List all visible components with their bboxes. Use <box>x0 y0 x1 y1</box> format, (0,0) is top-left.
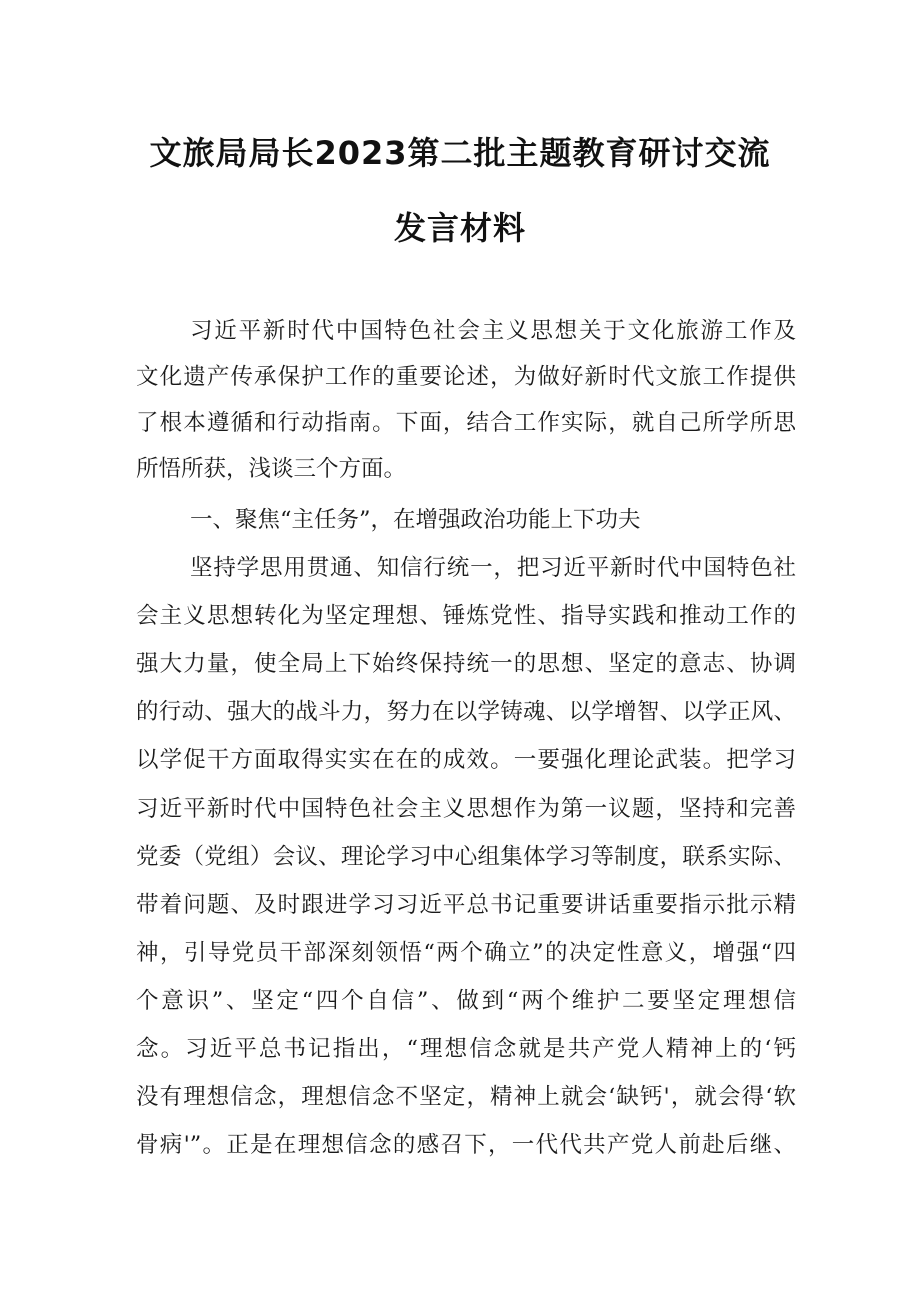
body-line: 强大力量，使全局上下始终保持统一的思想、坚定的意志、协调 <box>136 651 796 677</box>
body-line: 会主义思想转化为坚定理想、锤炼党性、指导实践和推动工作的 <box>136 603 796 629</box>
section-heading: 一、聚焦“主任务”，在增强政治功能上下功夫 <box>190 507 641 533</box>
body-line: 神，引导党员干部深刻领悟“两个确立”的决定性意义，增强“四 <box>136 940 796 966</box>
document-title-line-2: 发言材料 <box>393 209 526 247</box>
body-line: 所悟所获，浅谈三个方面。 <box>136 456 407 482</box>
body-line: 文化遗产传承保护工作的重要论述，为做好新时代文旅工作提供 <box>136 364 796 390</box>
body-line: 习近平新时代中国特色社会主义思想关于文化旅游工作及 <box>190 318 796 344</box>
body-line: 个意识”、坚定“四个自信”、做到“两个维护二要坚定理想信 <box>136 988 796 1014</box>
body-line: 习近平新时代中国特色社会主义思想作为第一议题，坚持和完善 <box>136 796 796 822</box>
body-line: 念。习近平总书记指出，“理想信念就是共产党人精神上的‘钙 <box>136 1036 796 1062</box>
body-line: 的行动、强大的战斗力，努力在以学铸魂、以学增智、以学正风、 <box>136 699 796 725</box>
body-line: 了根本遵循和行动指南。下面，结合工作实际，就自己所学所思 <box>136 410 796 436</box>
body-line: 骨病'”。正是在理想信念的感召下，一代代共产党人前赴后继、 <box>136 1132 796 1158</box>
body-line: 带着问题、及时跟进学习习近平总书记重要讲话重要指示批示精 <box>136 892 796 918</box>
body-line: 以学促干方面取得实实在在的成效。一要强化理论武装。把学习 <box>136 747 796 773</box>
body-line: 坚持学思用贯通、知信行统一，把习近平新时代中国特色社 <box>190 555 796 581</box>
body-line: 没有理想信念，理想信念不坚定，精神上就会‘缺钙'，就会得‘软 <box>136 1084 796 1110</box>
body-line: 党委（党组）会议、理论学习中心组集体学习等制度，联系实际、 <box>136 844 796 870</box>
document-title-line-1: 文旅局局长2023第二批主题教育研讨交流 <box>149 134 771 172</box>
